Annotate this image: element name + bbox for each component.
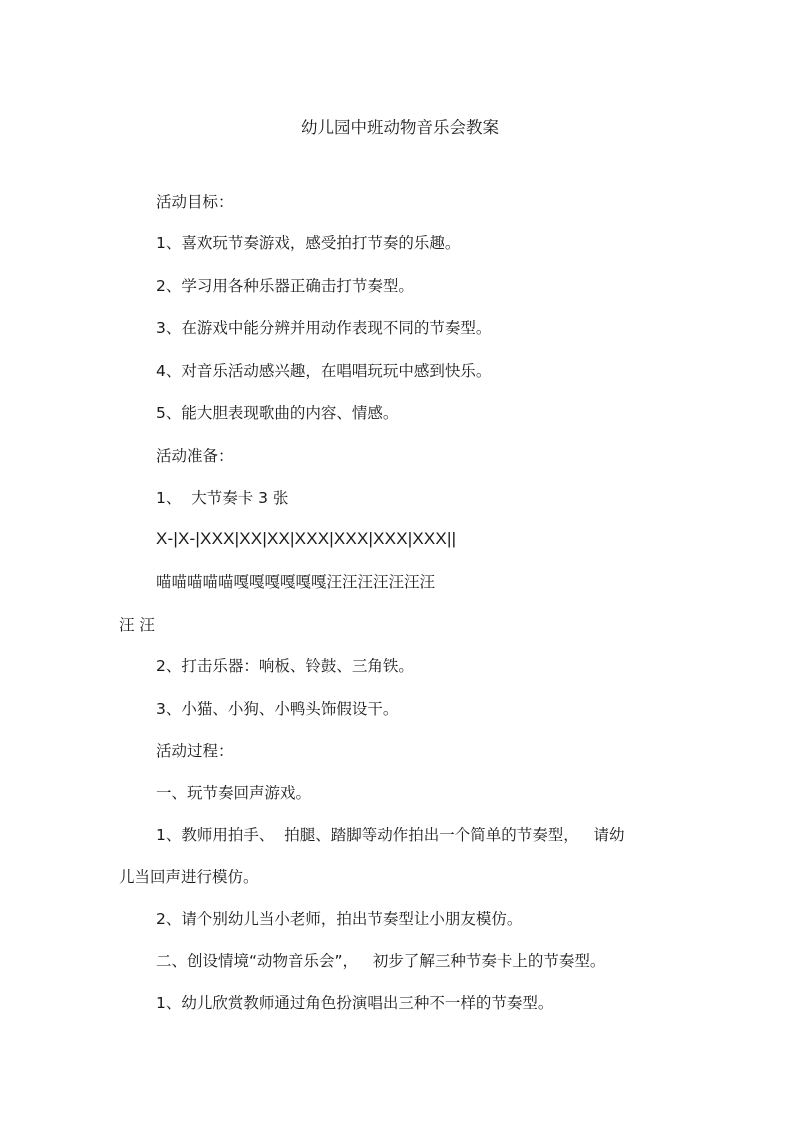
step-item: 1、幼儿欣赏教师通过角色扮演唱出三种不一样的节奏型。 — [156, 994, 554, 1012]
prep-item: 1、 大节奏卡 3 张 — [156, 489, 289, 507]
goal-item: 2、学习用各种乐器正确击打节奏型。 — [156, 277, 414, 295]
section-heading: 二、创设情境“动物音乐会”， 初步了解三种节奏卡上的节奏型。 — [156, 952, 606, 970]
animal-sounds: 喵喵喵喵喵嘎嘎嘎嘎嘎嘎汪汪汪汪汪汪汪 — [156, 573, 436, 591]
prep-item: 2、打击乐器：响板、铃鼓、三角铁。 — [156, 657, 414, 675]
goal-item: 4、对音乐活动感兴趣，在唱唱玩玩中感到快乐。 — [156, 362, 492, 380]
animal-sounds-continued: 汪 汪 — [119, 616, 155, 634]
prep-heading: 活动准备： — [156, 447, 234, 465]
rhythm-pattern: X-|X-|XXX|XX|XX|XXX|XXX|XXX|XXX|| — [156, 529, 457, 548]
section-heading: 一、玩节奏回声游戏。 — [156, 784, 312, 802]
step-item: 2、请个别幼儿当小老师，拍出节奏型让小朋友模仿。 — [156, 910, 523, 928]
process-heading: 活动过程： — [156, 742, 234, 760]
goal-item: 1、喜欢玩节奏游戏，感受拍打节奏的乐趣。 — [156, 234, 461, 252]
step-item: 1、教师用拍手、 拍腿、踏脚等动作拍出一个简单的节奏型， 请幼 — [156, 826, 625, 844]
prep-item: 3、小猫、小狗、小鸭头饰假设干。 — [156, 700, 399, 718]
goals-heading: 活动目标： — [156, 193, 234, 211]
document-title: 幼儿园中班动物音乐会教案 — [301, 118, 499, 137]
step-item-continued: 儿当回声进行模仿。 — [119, 868, 259, 886]
goal-item: 3、在游戏中能分辨并用动作表现不同的节奏型。 — [156, 319, 492, 337]
goal-item: 5、能大胆表现歌曲的内容、情感。 — [156, 404, 399, 422]
